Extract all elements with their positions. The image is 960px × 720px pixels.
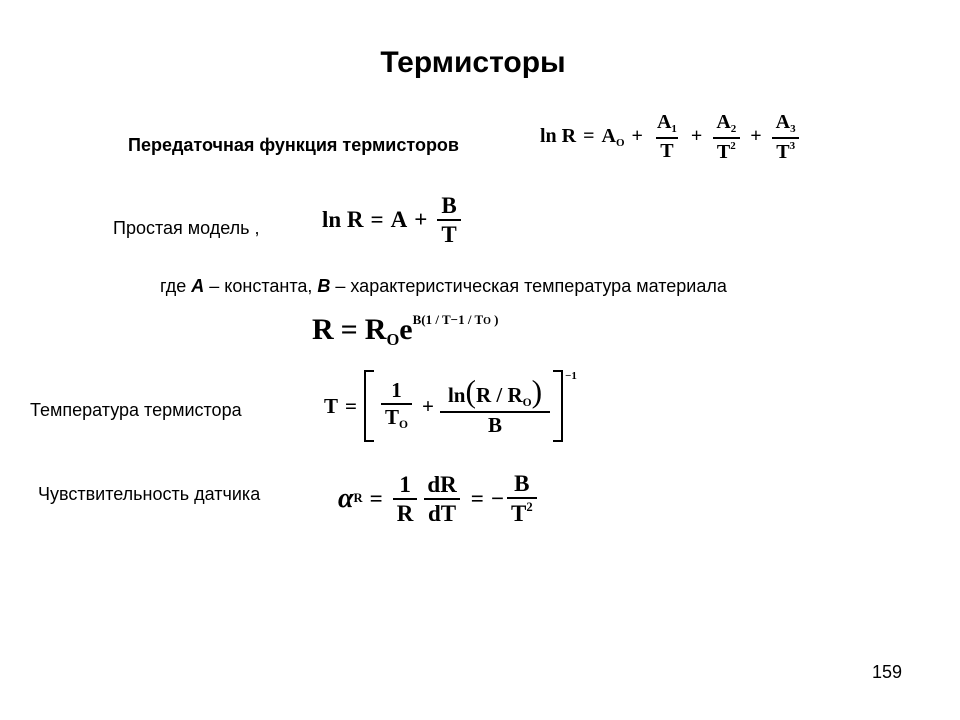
transfer-plus-1: + — [631, 125, 643, 148]
transfer-a0: $A_O$ — [601, 124, 625, 149]
constants-explanation: где A – константа, B – характеристическая температура материала — [160, 276, 727, 296]
transfer-term-2: $\frac{A_2}{T^2}$ — [712, 112, 740, 162]
temperature-formula: T = $\frac{1}{T_O}$ + $\frac{\ln(R / R_O)}{B}$ −1 — [324, 370, 577, 442]
transfer-term-1: $\frac{A_1}{T}$ — [656, 111, 677, 163]
transfer-lhs: ln R — [540, 125, 577, 148]
simple-plus: + — [414, 207, 428, 232]
simple-equals: = — [370, 207, 384, 232]
simple-model-formula — [322, 194, 464, 246]
simple-lhs: ln R — [322, 207, 364, 232]
sensitivity-formula: α R = $\frac{1}{R}$ $\frac{dR}{dT}$ = − $\frac{B}{T^2}$ — [338, 472, 540, 525]
simple-fraction: $\frac{B}{T}$ — [437, 194, 460, 246]
transfer-term-3: $\frac{A_3}{T^3}$ — [772, 112, 800, 162]
transfer-function-formula — [540, 112, 803, 162]
transfer-plus-3: + — [750, 125, 762, 148]
simple-model-label: Простая модель , — [113, 218, 260, 238]
simple-a: A — [390, 207, 408, 232]
sensitivity-label: Чувствительность датчика — [38, 484, 261, 504]
page-number: 159 — [872, 662, 903, 682]
page-title: Термисторы — [380, 46, 566, 79]
transfer-function-label: Передаточная функция термисторов — [128, 135, 459, 155]
transfer-equals: = — [583, 125, 595, 148]
exponential-formula: $R = R_Oe^{B(1 / T-1 / TO )}$ — [312, 312, 499, 349]
transfer-plus-2: + — [690, 125, 703, 148]
temperature-label: Температура термистора — [30, 400, 242, 420]
